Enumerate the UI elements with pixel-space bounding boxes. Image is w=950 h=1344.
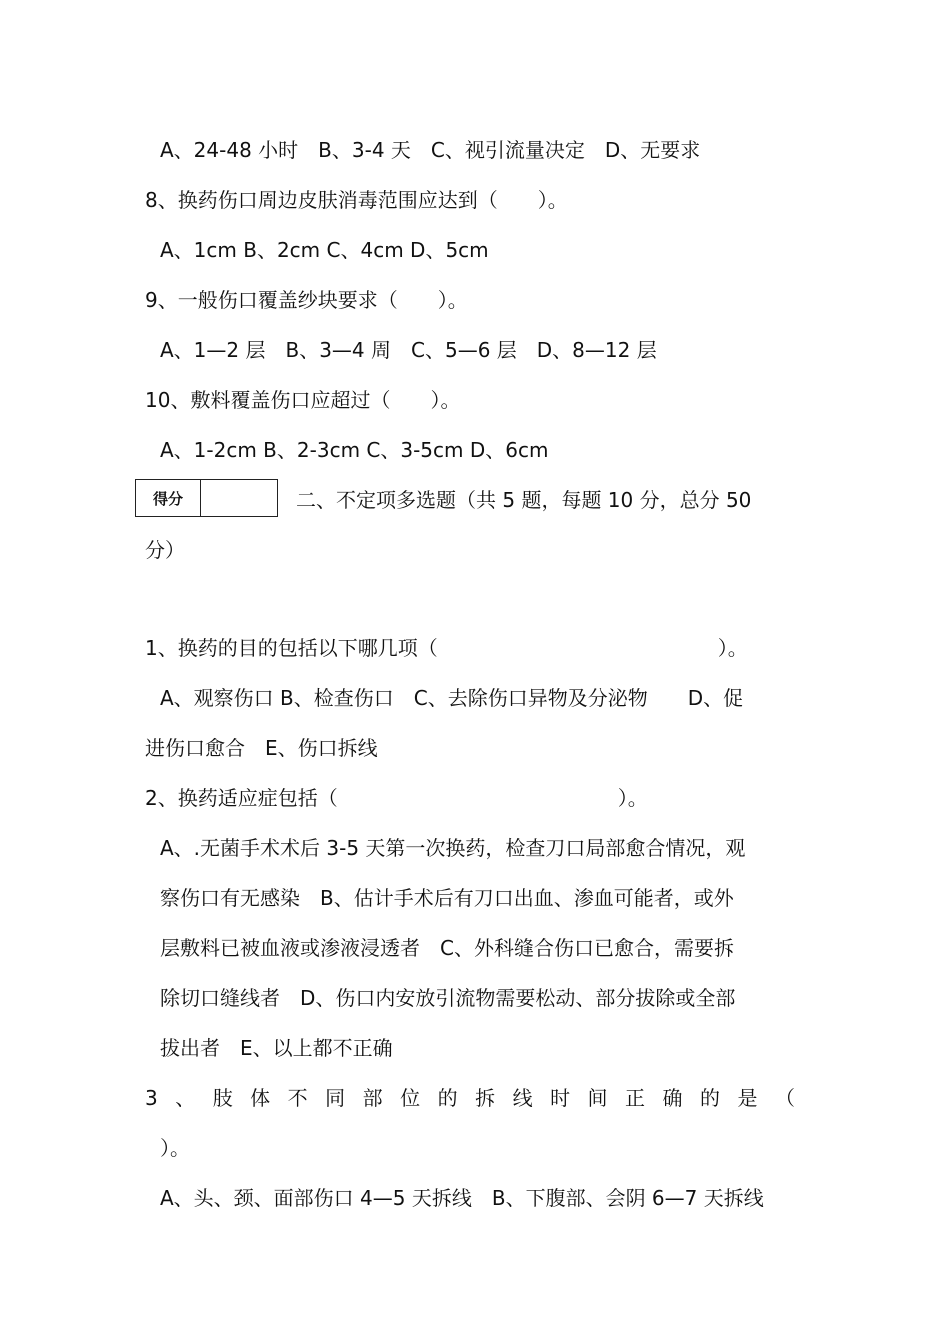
- section-two-heading-cont: 分）: [145, 538, 185, 562]
- multi-question-3: 3、肢体不同部位的拆线时间正确的是（: [145, 1086, 805, 1110]
- section-two-heading: 二、不定项多选题（共 5 题，每题 10 分，总分 50: [296, 488, 752, 512]
- multi-q2-option-a: A、.无菌手术术后 3-5 天第一次换药，检查刀口局部愈合情况，观: [160, 836, 746, 860]
- score-label: 得分: [136, 480, 201, 516]
- q10-options: A、1-2cm B、2-3cm C、3-5cm D、6cm: [160, 438, 549, 462]
- q7-options: A、24-48 小时 B、3-4 天 C、视引流量决定 D、无要求: [160, 138, 701, 162]
- multi-q2-option-d: 除切口缝线者 D、伤口内安放引流物需要松动、部分拔除或全部: [160, 986, 736, 1010]
- multi-q2-option-c: 层敷料已被血液或渗液浸透者 C、外科缝合伤口已愈合，需要拆: [160, 936, 734, 960]
- multi-question-1: 1、换药的目的包括以下哪几项（ ）。: [145, 636, 748, 660]
- q8-options: A、1cm B、2cm C、4cm D、5cm: [160, 238, 489, 262]
- question-10: 10、敷料覆盖伤口应超过（ ）。: [145, 388, 461, 412]
- question-9: 9、一般伤口覆盖纱块要求（ ）。: [145, 288, 468, 312]
- multi-q1-options: A、观察伤口 B、检查伤口 C、去除伤口异物及分泌物 D、促: [160, 686, 744, 710]
- question-8: 8、换药伤口周边皮肤消毒范围应达到（ ）。: [145, 188, 568, 212]
- multi-question-3-cont: ）。: [160, 1136, 190, 1160]
- score-value-field[interactable]: [201, 480, 277, 516]
- q9-options: A、1—2 层 B、3—4 周 C、5—6 层 D、8—12 层: [160, 338, 657, 362]
- multi-q2-option-b: 察伤口有无感染 B、估计手术后有刀口出血、渗血可能者，或外: [160, 886, 734, 910]
- multi-q2-option-e: 拔出者 E、以上都不正确: [160, 1036, 393, 1060]
- score-box: [135, 479, 278, 517]
- multi-q1-options-cont: 进伤口愈合 E、伤口拆线: [145, 736, 378, 760]
- multi-q3-options: A、头、颈、面部伤口 4—5 天拆线 B、下腹部、会阴 6—7 天拆线: [160, 1186, 764, 1210]
- multi-question-2: 2、换药适应症包括（ ）。: [145, 786, 648, 810]
